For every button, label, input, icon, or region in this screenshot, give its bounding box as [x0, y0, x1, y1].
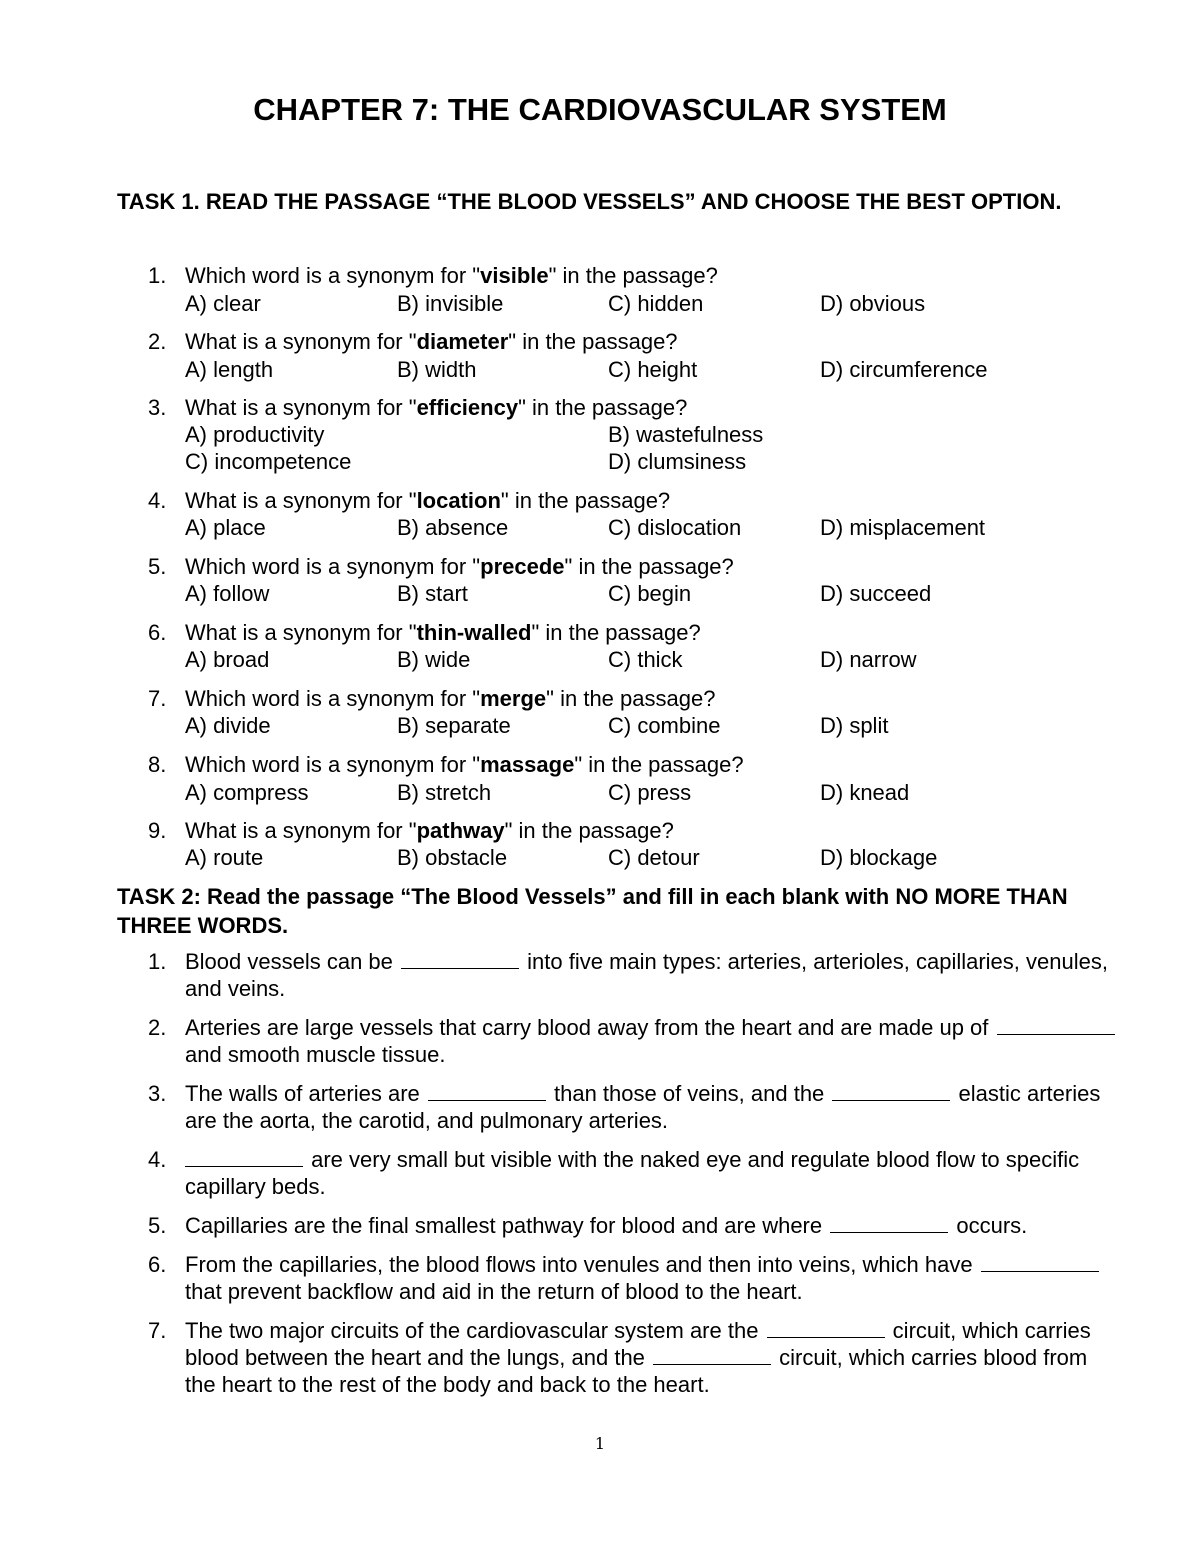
item-number: 1. — [148, 949, 167, 974]
question-stem: Which word is a synonym for "massage" in the passage? — [185, 752, 744, 777]
question-number: 6. — [148, 620, 167, 645]
question-number: 7. — [148, 686, 167, 711]
option-c: C) dislocation — [608, 515, 742, 540]
option-d: D) succeed — [820, 581, 932, 606]
question-stem: Which word is a synonym for "visible" in the passage? — [185, 263, 718, 288]
question-number: 3. — [148, 395, 167, 420]
option-d: D) split — [820, 713, 889, 738]
option-b: B) stretch — [397, 780, 492, 805]
item-number: 6. — [148, 1252, 167, 1277]
answer-blank[interactable] — [653, 1346, 771, 1365]
option-c: C) incompetence — [185, 449, 352, 474]
question-number: 1. — [148, 263, 167, 288]
task1-heading: TASK 1. READ THE PASSAGE “THE BLOOD VESSELS” AND CHOOSE THE BEST OPTION. — [117, 189, 1062, 214]
option-b: B) start — [397, 581, 468, 606]
item-number: 7. — [148, 1318, 167, 1343]
option-a: A) follow — [185, 581, 270, 606]
task2-heading: TASK 2: Read the passage “The Blood Vessels” and fill in each blank with NO MORE THAN THREE WORDS. — [117, 884, 1068, 938]
option-a: A) length — [185, 357, 274, 382]
option-a: A) clear — [185, 291, 261, 316]
key-term: massage — [480, 752, 575, 777]
option-c: C) height — [608, 357, 698, 382]
option-d: D) blockage — [820, 845, 938, 870]
key-term: pathway — [416, 818, 505, 843]
option-b: B) absence — [397, 515, 509, 540]
key-term: location — [416, 488, 501, 513]
option-d: D) misplacement — [820, 515, 986, 540]
question-stem: What is a synonym for "pathway" in the passage? — [185, 818, 674, 843]
option-a: A) divide — [185, 713, 271, 738]
answer-blank[interactable] — [428, 1082, 546, 1101]
option-b: B) wastefulness — [608, 422, 764, 447]
question-number: 9. — [148, 818, 167, 843]
item-number: 5. — [148, 1213, 167, 1238]
key-term: thin-walled — [416, 620, 532, 645]
option-d: D) knead — [820, 780, 910, 805]
item-text: Arteries are large vessels that carry blood away from the heart and are made up of and smooth muscle tissue. — [185, 1014, 1120, 1068]
page-number: 1 — [594, 1434, 606, 1453]
option-a: A) broad — [185, 647, 270, 672]
item-text: Capillaries are the final smallest pathway for blood and are where occurs. — [185, 1213, 1028, 1238]
item-number: 2. — [148, 1015, 167, 1040]
option-c: C) detour — [608, 845, 700, 870]
option-c: C) combine — [608, 713, 721, 738]
option-a: A) route — [185, 845, 264, 870]
answer-blank[interactable] — [401, 950, 519, 969]
question-stem: Which word is a synonym for "precede" in the passage? — [185, 554, 734, 579]
option-d: D) narrow — [820, 647, 917, 672]
key-term: diameter — [416, 329, 509, 354]
question-stem: What is a synonym for "location" in the passage? — [185, 488, 671, 513]
key-term: visible — [480, 263, 549, 288]
option-b: B) width — [397, 357, 477, 382]
option-a: A) compress — [185, 780, 309, 805]
item-text: Blood vessels can be into five main types: arteries, arterioles, capillaries, venules, and veins. — [185, 949, 1108, 1001]
option-d: D) clumsiness — [608, 449, 747, 474]
option-b: B) separate — [397, 713, 511, 738]
answer-blank[interactable] — [185, 1148, 303, 1167]
item-text: The two major circuits of the cardiovascular system are the circuit, which carries blood between the heart and the lungs, and the circuit, which carries blood from the heart to the rest of the body and back to the heart. — [185, 1318, 1091, 1397]
option-c: C) press — [608, 780, 692, 805]
chapter-title: CHAPTER 7: THE CARDIOVASCULAR SYSTEM — [253, 92, 947, 127]
question-stem: Which word is a synonym for "merge" in the passage? — [185, 686, 716, 711]
item-number: 3. — [148, 1081, 167, 1106]
question-stem: What is a synonym for "diameter" in the passage? — [185, 329, 678, 354]
option-a: A) place — [185, 515, 266, 540]
item-text: From the capillaries, the blood flows into venules and then into veins, which have that prevent backflow and aid in the return of blood to the heart. — [185, 1251, 1120, 1305]
key-term: precede — [480, 554, 565, 579]
item-text: The walls of arteries are than those of veins, and the elastic arteries are the aorta, the carotid, and pulmonary arteries. — [185, 1081, 1101, 1133]
option-b: B) obstacle — [397, 845, 508, 870]
question-number: 2. — [148, 329, 167, 354]
answer-blank[interactable] — [832, 1082, 950, 1101]
option-d: D) circumference — [820, 357, 988, 382]
option-a: A) productivity — [185, 422, 325, 447]
item-text: are very small but visible with the naked eye and regulate blood flow to specific capillary beds. — [185, 1147, 1080, 1199]
key-term: efficiency — [416, 395, 519, 420]
answer-blank[interactable] — [767, 1319, 885, 1338]
question-number: 4. — [148, 488, 167, 513]
answer-blank[interactable] — [997, 1016, 1115, 1035]
option-b: B) wide — [397, 647, 471, 672]
option-d: D) obvious — [820, 291, 926, 316]
option-c: C) thick — [608, 647, 683, 672]
question-stem: What is a synonym for "efficiency" in the passage? — [185, 395, 688, 420]
question-number: 8. — [148, 752, 167, 777]
option-c: C) begin — [608, 581, 692, 606]
option-b: B) invisible — [397, 291, 504, 316]
option-c: C) hidden — [608, 291, 704, 316]
item-number: 4. — [148, 1147, 167, 1172]
question-number: 5. — [148, 554, 167, 579]
answer-blank[interactable] — [981, 1253, 1099, 1272]
key-term: merge — [480, 686, 547, 711]
question-stem: What is a synonym for "thin-walled" in the passage? — [185, 620, 701, 645]
answer-blank[interactable] — [830, 1214, 948, 1233]
